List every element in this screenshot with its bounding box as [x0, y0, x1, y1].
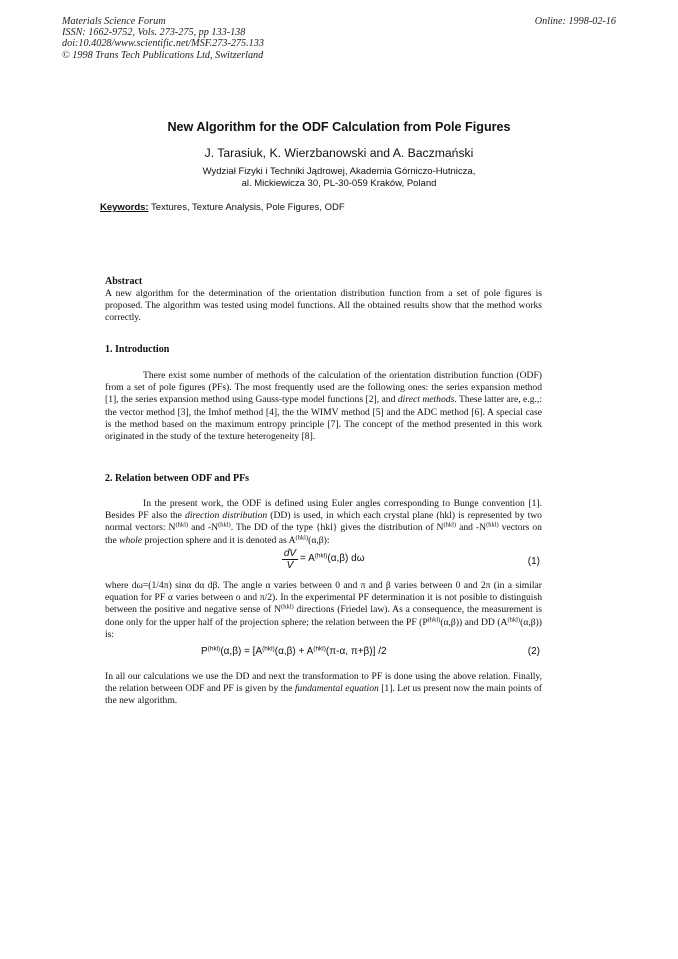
copyright-line: © 1998 Trans Tech Publications Ltd, Switzerland: [62, 49, 264, 61]
keywords-value: Textures, Texture Analysis, Pole Figures, ODF: [148, 202, 345, 213]
abstract-heading: Abstract: [105, 276, 143, 287]
online-date: Online: 1998-02-16: [534, 16, 616, 27]
keywords: [100, 202, 345, 213]
equation-2-rhs: $P^{(hkl)}(\alpha,\beta) = [A^{(hkl)}(\alpha,\beta) + A^{(hkl)}(\pi-\alpha$, π+β)] /2: [201, 645, 387, 657]
abstract-text: A new algorithm for the determination of the orientation distribution function from a set of pole figures is proposed. The algorithm was tested using model functions. All the obtained results show that the method works correctly.: [105, 288, 542, 324]
affiliation-line-2: al. Mickiewicza 30, PL-30-059 Kraków, Poland: [241, 177, 437, 189]
doi-line: doi:10.4028/www.scientific.net/MSF.273-275.133: [62, 38, 264, 50]
author-list: J. Tarasiuk, K. Wierzbanowski and A. Baczmański: [204, 146, 474, 160]
equation-1: [105, 548, 542, 572]
equation-1-fraction: $\frac{dV}{V}$: [283, 548, 297, 571]
section-2-paragraph-2: where dω=(1/4π) sinα dα dβ. The angle α varies between 0 and π and β varies between 0 and 2π (in a similar equation for PF α varies between o and π/2). In the experimental PF determination it is not posible to distinguish between the positive and negative sense of $N^{(hkl)}$ directions (Friedel law). As a consequence, the measurement is done only for the upper half of the projection sphere; the relation between the PF $(P^{(hkl)}(\alpha,\beta))$ and DD $(A^{(hkl)}(\alpha,\beta))$ is:: [105, 580, 542, 640]
section-1-paragraph: There exist some number of methods of the calculation of the orientation distribution function (ODF) from a set of pole figures (PFs). The most frequently used are the following ones: the series expansion method [1], the series expansion method using Gauss-type model functions [2], and direct methods. These latter are, e.g.,: the vector method [3], the Imhof method [4], the the WIMV method [5] and the ADC method [6]. A special case is the method based on the maximum entropy principle [7]. The concept of the method presented in this work originated in the study of the texture heterogeneity [8].: [105, 370, 542, 443]
equation-2-number: (2): [527, 646, 540, 657]
equation-1-rhs: = $A^{(hkl)}(\alpha,\beta)$ dω: [300, 552, 365, 564]
affiliation: [0, 166, 678, 189]
keywords-label: Keywords:: [100, 202, 149, 213]
issn-line: ISSN: 1662-9752, Vols. 273-275, pp 133-138: [62, 27, 246, 39]
section-2-heading: 2. Relation between ODF and PFs: [105, 473, 250, 484]
equation-1-number: (1): [527, 556, 540, 567]
section-1-heading: 1. Introduction: [105, 344, 170, 355]
equation-2: [105, 646, 542, 660]
paper-title: New Algorithm for the ODF Calculation from Pole Figures: [167, 120, 511, 134]
section-2-paragraph-1: In the present work, the ODF is defined using Euler angles corresponding to Bunge convention [1]. Besides PF also the direction distribution (DD) is used, in which each crystal plane (hkl) is represented by two normal vectors: $N^{(hkl)}$ and $-N^{(hkl)}$. The DD of the type {hkl} gives the distribution of $N^{(hkl)}$ and $-N^{(hkl)}$ vectors on the whole projection sphere and it is denoted as $A^{(hkl)}(\alpha,\beta)$:: [105, 498, 542, 546]
section-2-paragraph-3: In all our calculations we use the DD and next the transformation to PF is done using the above relation. Finally, the relation between ODF and PF is given by the fundamental equation [1]. Let us present now the main points of the new algorithm.: [105, 671, 543, 707]
journal-name: Materials Science Forum: [62, 16, 166, 27]
publication-info: [62, 16, 602, 61]
affiliation-line-1: Wydział Fizyki i Techniki Jądrowej, Akademia Górniczo-Hutnicza,: [202, 166, 476, 177]
